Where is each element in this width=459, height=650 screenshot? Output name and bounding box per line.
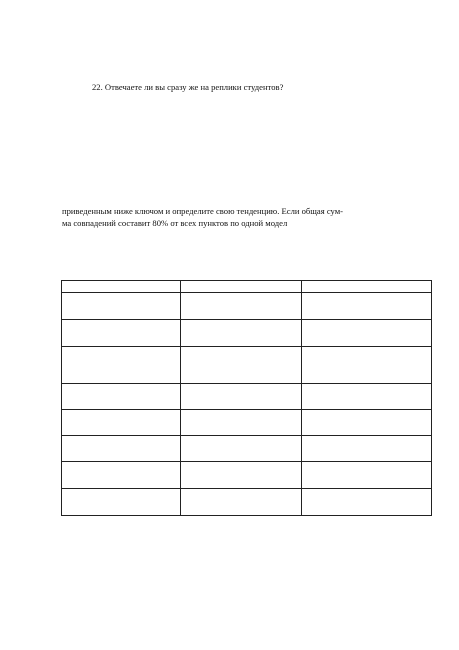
table-cell xyxy=(181,489,302,516)
table-row xyxy=(62,489,432,516)
table-cell xyxy=(181,436,302,462)
table-cell xyxy=(302,436,432,462)
instruction-line-1: приведенным ниже ключом и определите свою тенденцию. Если общая сум- xyxy=(62,206,343,216)
table-row xyxy=(62,293,432,320)
table-row xyxy=(62,436,432,462)
table-cell xyxy=(302,281,432,293)
table-cell xyxy=(302,384,432,410)
table-cell xyxy=(302,410,432,436)
table-cell xyxy=(62,462,181,489)
table-cell xyxy=(62,347,181,384)
table-cell xyxy=(62,410,181,436)
table-cell xyxy=(181,293,302,320)
table-cell xyxy=(62,436,181,462)
table-cell xyxy=(181,281,302,293)
table-cell xyxy=(181,384,302,410)
table-cell xyxy=(302,320,432,347)
table-cell xyxy=(302,462,432,489)
question-22: 22. Отвечаете ли вы сразу же на реплики студентов? xyxy=(92,82,284,92)
table-cell xyxy=(181,462,302,489)
table-cell xyxy=(302,489,432,516)
table-row xyxy=(62,462,432,489)
instruction-paragraph xyxy=(62,206,432,229)
table-cell xyxy=(302,347,432,384)
table-cell xyxy=(62,489,181,516)
table-cell xyxy=(62,320,181,347)
answer-table xyxy=(61,280,432,516)
table-cell xyxy=(62,281,181,293)
table-row xyxy=(62,320,432,347)
table-cell xyxy=(181,320,302,347)
table-header-row xyxy=(62,281,432,293)
instruction-line-2: ма совпадений составит 80% от всех пунктов по одной модел xyxy=(62,217,288,228)
table-row xyxy=(62,410,432,436)
table-cell xyxy=(302,293,432,320)
table-cell xyxy=(181,410,302,436)
table-cell xyxy=(62,293,181,320)
table-cell xyxy=(181,347,302,384)
table-row xyxy=(62,384,432,410)
table-cell xyxy=(62,384,181,410)
table-row xyxy=(62,347,432,384)
